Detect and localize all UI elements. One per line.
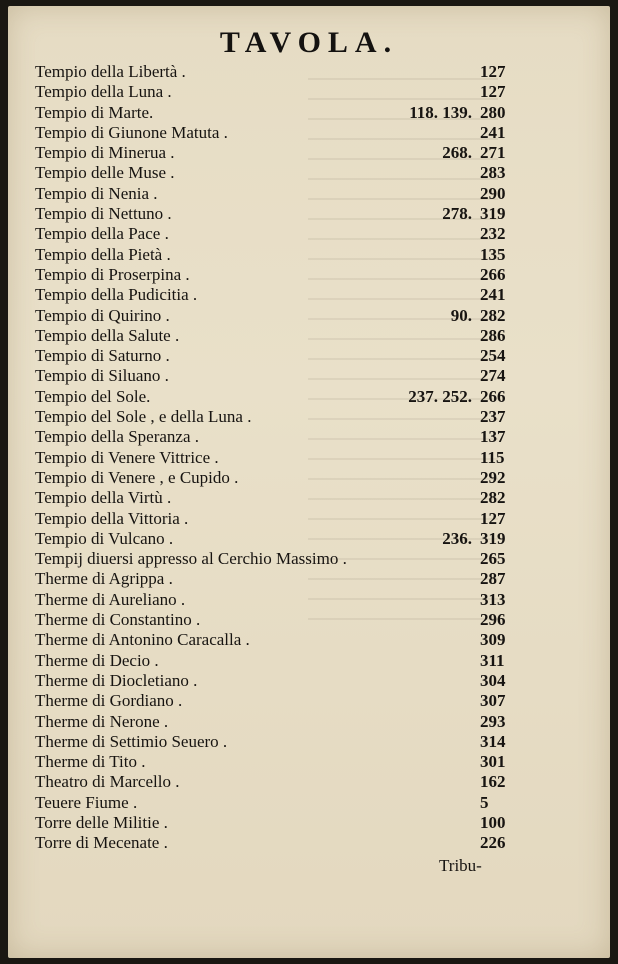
index-entry — [35, 468, 520, 488]
entry-page-number: 296 — [480, 610, 506, 630]
entry-page-number: 290 — [480, 183, 506, 203]
entry-page-number: 232 — [480, 224, 506, 244]
entry-page-number: 266 — [480, 386, 506, 406]
entry-page-number: 254 — [480, 346, 506, 366]
entry-name: Tempio di Quirino . — [35, 305, 170, 325]
index-entry — [35, 204, 520, 224]
entry-page-number: 127 — [480, 82, 506, 102]
index-entry — [35, 326, 520, 346]
entry-page-number: 137 — [480, 427, 506, 447]
index-entry — [35, 793, 520, 813]
entry-name: Tempio di Saturno . — [35, 346, 170, 366]
entry-page-number: 127 — [480, 62, 506, 81]
entry-name: Tempio della Pace . — [35, 224, 169, 244]
entry-name: Tempio di Proserpina . — [35, 264, 190, 284]
entry-page-number: 274 — [480, 366, 506, 386]
entry-page-number: 135 — [480, 244, 506, 264]
entry-page-number: 265 — [480, 549, 506, 569]
entry-page-number: 237 — [480, 407, 506, 427]
entry-name: Therme di Constantino . — [35, 610, 201, 630]
entry-name: Tempio della Pietà . — [35, 244, 171, 264]
index-entry — [35, 427, 520, 447]
entry-page-number: 311 — [480, 650, 505, 670]
index-entry — [35, 82, 520, 102]
catchword: Tribu- — [439, 856, 482, 875]
entry-extra-pages: 118. 139. — [409, 102, 472, 122]
entry-name: Tempio della Libertà . — [35, 62, 186, 81]
entry-name: Tempio di Venere Vittrice . — [35, 447, 219, 467]
entry-name: Therme di Tito . — [35, 752, 146, 772]
index-entry — [35, 752, 520, 772]
entry-name: Tempio della Pudicitia . — [35, 285, 198, 305]
index-entry — [35, 346, 520, 366]
entry-page-number: 283 — [480, 163, 506, 183]
entry-name: Tempio del Sole , e della Luna . — [35, 407, 252, 427]
entry-page-number: 293 — [480, 711, 506, 731]
index-entry — [35, 712, 520, 732]
entry-page-number: 307 — [480, 691, 506, 711]
index-entry — [35, 306, 520, 326]
entry-page-number: 319 — [480, 204, 506, 224]
entry-name: Therme di Diocletiano . — [35, 670, 198, 690]
entry-name: Tempio di Nettuno . — [35, 204, 172, 224]
index-entry — [35, 143, 520, 163]
entry-page-number: 266 — [480, 264, 506, 284]
index-entry — [35, 366, 520, 386]
entry-page-number: 127 — [480, 508, 506, 528]
entry-name: Therme di Agrippa . — [35, 569, 173, 589]
entry-page-number: 319 — [480, 528, 506, 548]
entry-name: Tempio della Virtù . — [35, 488, 172, 508]
index-entry — [35, 549, 520, 569]
index-entry — [35, 590, 520, 610]
entry-name: Tempio del Sole. — [35, 386, 151, 406]
entry-page-number: 5 — [480, 792, 489, 812]
index-entry — [35, 123, 520, 143]
entry-name: Therme di Aureliano . — [35, 589, 186, 609]
index-entry — [35, 671, 520, 691]
index-entry — [35, 163, 520, 183]
index-entry — [35, 245, 520, 265]
entry-name: Tempio di Nenia . — [35, 183, 158, 203]
entry-page-number: 282 — [480, 305, 506, 325]
entry-name: Tempio della Luna . — [35, 82, 172, 102]
entry-page-number: 100 — [480, 812, 506, 832]
entry-page-number: 162 — [480, 772, 506, 792]
index-entry — [35, 813, 520, 833]
index-entry — [35, 103, 520, 123]
entry-page-number: 304 — [480, 670, 506, 690]
entry-page-number: 309 — [480, 630, 506, 650]
entry-name: Tempio di Venere , e Cupido . — [35, 467, 239, 487]
entry-name: Tempio delle Muse . — [35, 163, 175, 183]
entry-page-number: 241 — [480, 285, 506, 305]
book-page — [8, 6, 610, 958]
index-entry — [35, 184, 520, 204]
index-entries — [35, 62, 520, 854]
entry-extra-pages: 278. — [442, 204, 472, 224]
page-title: TAVOLA. — [219, 26, 399, 59]
entry-page-number: 313 — [480, 589, 506, 609]
entry-page-number: 282 — [480, 488, 506, 508]
index-entry — [35, 387, 520, 407]
entry-name: Therme di Nerone . — [35, 711, 169, 731]
index-entry — [35, 772, 520, 792]
entry-extra-pages: 268. — [442, 143, 472, 163]
index-entry — [35, 630, 520, 650]
entry-name: Teuere Fiume . — [35, 792, 138, 812]
entry-name: Therme di Antonino Caracalla . — [35, 630, 250, 650]
index-entry — [35, 569, 520, 589]
entry-page-number: 292 — [480, 467, 506, 487]
entry-page-number: 271 — [480, 143, 506, 163]
entry-name: Tempio di Vulcano . — [35, 528, 174, 548]
entry-page-number: 287 — [480, 569, 506, 589]
index-entry — [35, 488, 520, 508]
index-entry — [35, 224, 520, 244]
entry-name: Torre delle Militie . — [35, 812, 168, 832]
index-entry — [35, 691, 520, 711]
entry-name: Theatro di Marcello . — [35, 772, 180, 792]
index-entry — [35, 265, 520, 285]
entry-name: Therme di Settimio Seuero . — [35, 731, 228, 751]
index-entry — [35, 610, 520, 630]
entry-name: Torre di Mecenate . — [35, 833, 168, 853]
entry-name: Tempio della Salute . — [35, 325, 180, 345]
entry-name: Tempio di Minerua . — [35, 143, 175, 163]
entry-extra-pages: 237. 252. — [408, 386, 472, 406]
entry-name: Tempio di Giunone Matuta . — [35, 122, 228, 142]
entry-page-number: 226 — [480, 833, 506, 853]
entry-page-number: 301 — [480, 752, 506, 772]
entry-name: Therme di Gordiano . — [35, 691, 183, 711]
index-entry — [35, 448, 520, 468]
entry-name: Tempio di Marte. — [35, 102, 154, 122]
entry-extra-pages: 90. — [450, 305, 472, 325]
index-entry — [35, 833, 520, 853]
entry-name: Tempio della Speranza . — [35, 427, 200, 447]
entry-page-number: 115 — [480, 447, 505, 467]
index-entry — [35, 651, 520, 671]
index-entry — [35, 285, 520, 305]
entry-extra-pages: 236. — [442, 528, 472, 548]
index-entry — [35, 732, 520, 752]
entry-name: Tempij diuersi appresso al Cerchio Massimo . — [35, 549, 347, 569]
index-entry — [35, 407, 520, 427]
index-entry — [35, 529, 520, 549]
entry-page-number: 241 — [480, 122, 506, 142]
entry-page-number: 286 — [480, 325, 506, 345]
index-entry — [35, 509, 520, 529]
index-entry — [35, 62, 520, 82]
entry-page-number: 314 — [480, 731, 506, 751]
entry-page-number: 280 — [480, 102, 506, 122]
entry-name: Tempio di Siluano . — [35, 366, 169, 386]
entry-name: Therme di Decio . — [35, 650, 159, 670]
entry-name: Tempio della Vittoria . — [35, 508, 189, 528]
